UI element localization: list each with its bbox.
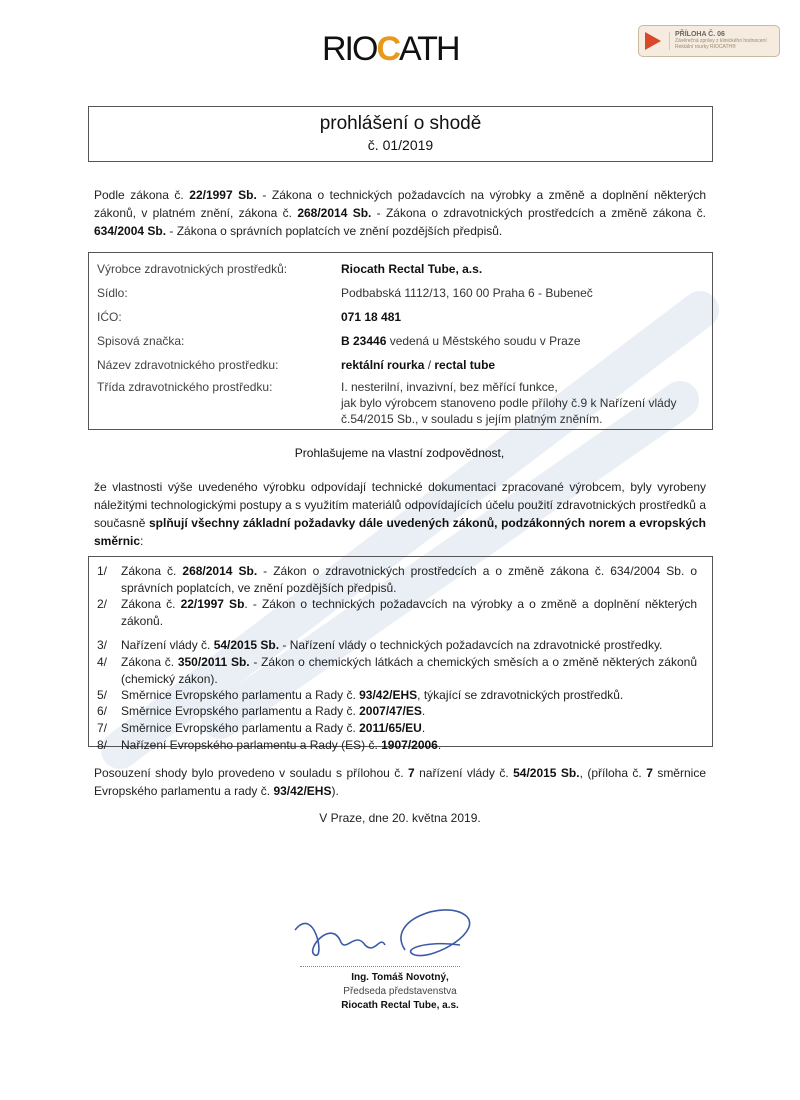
bold-text: 268/2014 Sb. [182, 564, 258, 578]
item-text [121, 720, 697, 737]
text-segment: Směrnice Evropského parlamentu a Rady č. [121, 704, 360, 718]
field-value [341, 333, 721, 349]
text-segment: Posouzení shody bylo provedeno v souladu s přílohou č. [94, 766, 408, 780]
signer-role: Předseda představenstva [343, 986, 457, 997]
bold-text: rectal tube [434, 358, 496, 372]
bold-text: rektální rourka [341, 358, 425, 372]
list-item [97, 703, 697, 720]
text-segment: - Zákona o zdravotnických prostředcích a změně zákona č. [371, 206, 706, 220]
item-number: 3/ [97, 638, 108, 652]
text-segment: - Zákon o chemických látkách a chemických směsích a o změně některých zákonů (chemický zákon). [121, 655, 697, 686]
text-segment: ). [331, 784, 339, 798]
bold-text: 7 [408, 766, 415, 780]
item-number: 7/ [97, 721, 108, 735]
text-segment: Zákona č. [121, 655, 178, 669]
bold-text: 350/2011 Sb. [177, 655, 250, 669]
list-item [97, 737, 697, 754]
field-value [341, 285, 721, 301]
text-segment: . - Zákon o technických požadavcích na výrobky a o změně a doplnění některých zákonů. [121, 597, 698, 628]
bold-text: splňují všechny základní požadavky dále uvedených zákonů, podzákonných norem a evropských směrnic [94, 516, 707, 548]
text-segment: směrnice Evropského parlamentu a rady č. [94, 766, 706, 798]
bold-text: 54/2015 Sb. [213, 638, 280, 652]
bold-text: 22/1997 Sb. [189, 188, 257, 202]
field-value [341, 379, 721, 427]
text-segment: Zákona č. [121, 564, 183, 578]
document-number: č. 01/2019 [367, 137, 434, 153]
assessment-paragraph [94, 764, 706, 800]
item-text [121, 687, 697, 704]
field-value [341, 261, 721, 277]
bold-text: 2007/47/ES [359, 704, 422, 718]
signature-line [300, 966, 460, 967]
text-segment: - Zákona o technických požadavcích na výrobky a změně a doplnění některých zákonů, v platném znění, zákona č. [94, 188, 706, 220]
text-segment: - Nařízení vlády o technických požadavcích na zdravotnické prostředky. [279, 638, 663, 652]
bold-text: 268/2014 Sb. [297, 206, 372, 220]
list-item [97, 596, 697, 629]
laws-list [88, 556, 713, 752]
text-segment: jak bylo výrobcem stanoveno podle přílohy č.9 k Nařízení vlády [341, 396, 677, 410]
declaration-heading: Prohlašujeme na vlastní zodpovědnost, [294, 446, 505, 460]
intro-paragraph [94, 186, 706, 240]
text-segment: , týkající se zdravotnických prostředků. [417, 688, 624, 702]
attachment-badge [638, 25, 780, 57]
bold-text: 7 [646, 766, 653, 780]
text-segment: Směrnice Evropského parlamentu a Rady č. [121, 688, 360, 702]
item-text [121, 563, 697, 596]
item-number: 6/ [97, 704, 108, 718]
bold-text: B 23446 [341, 334, 387, 348]
bold-text: 93/42/EHS [359, 688, 418, 702]
text-segment: , (příloha č. [579, 766, 647, 780]
text-segment: Podle zákona č. [94, 188, 190, 202]
text-segment: č.54/2015 Sb., v souladu s jejím platným zněním. [341, 412, 603, 426]
list-item [97, 654, 697, 687]
item-number: 4/ [97, 655, 108, 669]
item-number: 1/ [97, 564, 108, 578]
field-label: Sídlo: [97, 286, 128, 300]
text-segment: Nařízení Evropského parlamentu a Rady (ES) č. [121, 738, 382, 752]
bold-text: 22/1997 Sb [180, 597, 245, 611]
badge-line: Závěrečná zprávy z klinického hodnocení [675, 38, 767, 44]
field-label: Název zdravotnického prostředku: [97, 358, 279, 372]
item-text [121, 737, 697, 754]
item-text [121, 596, 697, 629]
item-number: 2/ [97, 597, 108, 611]
item-number: 5/ [97, 688, 108, 702]
text-segment: - Zákona o správních poplatcích ve znění pozdějších předpisů. [166, 224, 503, 238]
play-icon [645, 32, 661, 50]
bold-text: 2011/65/EU [359, 721, 422, 735]
list-item [97, 720, 697, 737]
signer-name: Ing. Tomáš Novotný, [351, 972, 449, 983]
text-segment: : [140, 534, 144, 548]
item-text [121, 703, 697, 720]
item-number: 8/ [97, 738, 108, 752]
document-title: prohlášení o shodě [319, 113, 482, 134]
badge-line: Rektální rourky RIOCATH® [675, 44, 736, 50]
list-item [97, 687, 697, 704]
signer-company: Riocath Rectal Tube, a.s. [341, 1000, 459, 1011]
signature [285, 900, 495, 970]
field-value [341, 357, 721, 373]
item-text [121, 637, 697, 654]
manufacturer-table [88, 252, 713, 430]
item-text [121, 654, 697, 687]
title-box [88, 106, 713, 162]
text-segment: . [421, 704, 426, 718]
text-segment: / [424, 358, 435, 372]
list-item [97, 637, 697, 654]
field-label: Třída zdravotnického prostředku: [97, 380, 273, 394]
text-segment: Zákona č. [121, 597, 181, 611]
field-value [341, 309, 721, 325]
bold-text: 071 18 481 [341, 310, 402, 324]
text-segment: nařízení vlády č. [414, 766, 514, 780]
text-segment: Podbabská 1112/13, 160 00 Praha 6 - Bubeneč [341, 286, 593, 300]
bold-text: 54/2015 Sb. [513, 766, 580, 780]
text-segment: - Zákon o zdravotnických prostředcích a o změně zákona č. 634/2004 Sb. o správních poplatcích, ve znění pozdějších předpisů. [121, 564, 697, 595]
riocath-logo: RIOCATH [322, 30, 459, 68]
field-label: IĆO: [97, 310, 122, 324]
text-segment: vedená u Městského soudu v Praze [386, 334, 581, 348]
list-item [97, 563, 697, 596]
bold-text: 93/42/EHS [273, 784, 332, 798]
declaration-paragraph [94, 478, 706, 550]
bold-text: Riocath Rectal Tube, a.s. [341, 262, 483, 276]
text-segment: že vlastnosti výše uvedeného výrobku odpovídají technické dokumentaci zpracované výrobcem, byly vyrobeny náležitými technologickými postupy a s využitím materiálů odpovídajících účelu použití zdravotnických prostředků a současně [94, 480, 706, 530]
badge-title: PŘÍLOHA Č. 06 [675, 31, 725, 38]
bold-text: 634/2004 Sb. [94, 224, 167, 238]
field-label: Výrobce zdravotnických prostředků: [97, 262, 288, 276]
text-segment: . [437, 738, 442, 752]
text-segment: I. nesterilní, invazivní, bez měřící funkce, [341, 380, 558, 394]
text-segment: Nařízení vlády č. [121, 638, 214, 652]
text-segment: . [421, 721, 426, 735]
date-line: V Praze, dne 20. května 2019. [319, 811, 481, 825]
bold-text: 1907/2006 [381, 738, 438, 752]
text-segment: Směrnice Evropského parlamentu a Rady č. [121, 721, 360, 735]
field-label: Spisová značka: [97, 334, 185, 348]
